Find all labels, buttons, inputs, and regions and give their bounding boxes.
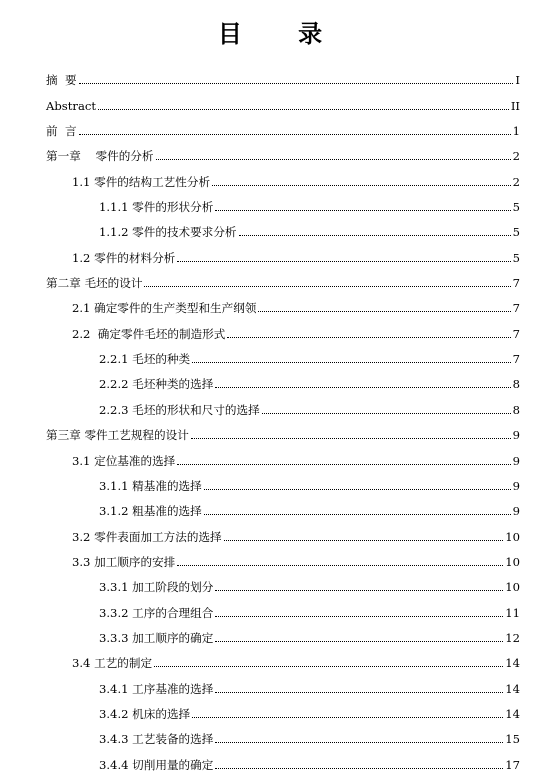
toc-entry[interactable] [46, 391, 520, 416]
toc-entry-page-number: 5 [512, 250, 520, 265]
toc-entry[interactable] [46, 544, 520, 569]
dot-leader [215, 768, 503, 769]
toc-entry-label: 3.3.1 加工阶段的划分 [99, 580, 214, 595]
toc-entry-label: 3.4.2 机床的选择 [99, 706, 191, 721]
toc-entry[interactable] [46, 721, 520, 746]
dot-leader [204, 514, 511, 515]
toc-entry-label: 摘 要 [46, 73, 77, 88]
toc-entry[interactable] [46, 315, 520, 340]
toc-entry-label: 3.1.1 精基准的选择 [99, 478, 202, 493]
toc-entry-label: 1.2 零件的材料分析 [72, 250, 176, 265]
toc-entry-page-number: 7 [512, 352, 520, 367]
toc-entry-label: 1.1.1 零件的形状分析 [99, 200, 214, 215]
toc-entry-page-number: 8 [512, 377, 520, 392]
toc-entry-page-number: 1 [512, 124, 520, 139]
toc-entry-page-number: 8 [512, 402, 520, 417]
toc-entry[interactable] [46, 163, 520, 188]
page-title: 目 录 [217, 20, 347, 48]
toc-entry[interactable] [46, 290, 520, 315]
toc-entry-page-number: II [510, 98, 520, 113]
toc-entry-page-number: 10 [505, 554, 520, 569]
toc-entry-label: 2.2.3 毛坯的形状和尺寸的选择 [99, 402, 260, 417]
dot-leader [215, 742, 503, 743]
toc-entry[interactable] [46, 594, 520, 619]
toc-entry-label: 2.2 确定零件毛坯的制造形式 [72, 326, 226, 341]
dot-leader [177, 464, 510, 465]
dot-leader [156, 159, 511, 160]
toc-entry-label: 3.1.2 粗基准的选择 [99, 504, 202, 519]
toc-entry-label: 3.3.2 工序的合理组合 [99, 605, 214, 620]
dot-leader [177, 565, 503, 566]
toc-entry-page-number: 2 [512, 149, 520, 164]
toc-entry[interactable] [46, 518, 520, 543]
toc-entry-label: 3.4.1 工序基准的选择 [99, 681, 214, 696]
toc-entry-page-number: 12 [505, 630, 520, 645]
toc-entry-page-number: 14 [505, 681, 520, 696]
dot-leader [215, 387, 510, 388]
dot-leader [212, 185, 511, 186]
toc-entry[interactable] [46, 341, 520, 366]
dot-leader [191, 438, 511, 439]
dot-leader [239, 235, 511, 236]
toc-entry-label: 前 言 [46, 124, 77, 139]
toc-entry-label: 3.4.4 切削用量的确定 [99, 757, 214, 772]
table-of-contents [46, 62, 520, 772]
toc-entry[interactable] [46, 87, 520, 112]
toc-entry[interactable] [46, 696, 520, 721]
toc-entry-label: 第一章 零件的分析 [46, 149, 154, 164]
dot-leader [79, 83, 514, 84]
toc-entry-page-number: 9 [512, 453, 520, 468]
toc-entry-page-number: 15 [505, 732, 520, 747]
dot-leader [98, 109, 509, 110]
toc-entry-page-number: 14 [505, 706, 520, 721]
dot-leader [215, 590, 503, 591]
toc-entry-label: 1.1.2 零件的技术要求分析 [99, 225, 237, 240]
toc-entry-label: 第二章 毛坯的设计 [46, 276, 143, 291]
toc-entry[interactable] [46, 265, 520, 290]
toc-entry-label: 3.4.3 工艺装备的选择 [99, 732, 214, 747]
toc-entry[interactable] [46, 189, 520, 214]
toc-entry-label: 3.3.3 加工顺序的确定 [99, 630, 214, 645]
dot-leader [79, 134, 511, 135]
toc-entry[interactable] [46, 493, 520, 518]
toc-entry-label: 1.1 零件的结构工艺性分析 [72, 174, 211, 189]
toc-entry-page-number: 5 [512, 225, 520, 240]
toc-entry-label: 第三章 零件工艺规程的设计 [46, 428, 189, 443]
toc-entry[interactable] [46, 113, 520, 138]
toc-entry-page-number: 14 [505, 656, 520, 671]
toc-entry[interactable] [46, 417, 520, 442]
toc-entry-label: 2.1 确定零件的生产类型和生产纲领 [72, 301, 257, 316]
toc-entry-label: 3.2 零件表面加工方法的选择 [72, 529, 222, 544]
toc-entry-label: 3.1 定位基准的选择 [72, 453, 176, 468]
dot-leader [215, 616, 503, 617]
toc-entry-page-number: 17 [505, 757, 520, 772]
toc-entry-page-number: 7 [512, 326, 520, 341]
toc-entry-page-number: 10 [505, 580, 520, 595]
dot-leader [215, 641, 503, 642]
toc-entry-page-number: I [515, 73, 520, 88]
dot-leader [192, 717, 503, 718]
toc-entry[interactable] [46, 620, 520, 645]
toc-entry-label: 3.4 工艺的制定 [72, 656, 153, 671]
dot-leader [262, 413, 511, 414]
toc-entry-page-number: 7 [512, 276, 520, 291]
toc-entry-page-number: 10 [505, 529, 520, 544]
toc-entry-label: 3.3 加工顺序的安排 [72, 554, 176, 569]
dot-leader [227, 337, 510, 338]
toc-entry[interactable] [46, 62, 520, 87]
toc-entry-label: 2.2.1 毛坯的种类 [99, 352, 191, 367]
toc-entry-page-number: 9 [512, 428, 520, 443]
toc-entry[interactable] [46, 569, 520, 594]
dot-leader [215, 692, 503, 693]
toc-entry-label: 2.2.2 毛坯种类的选择 [99, 377, 214, 392]
toc-entry[interactable] [46, 239, 520, 264]
toc-entry[interactable] [46, 468, 520, 493]
dot-leader [224, 540, 504, 541]
toc-entry[interactable] [46, 138, 520, 163]
dot-leader [204, 489, 511, 490]
toc-entry-page-number: 11 [505, 605, 520, 620]
toc-entry-page-number: 7 [512, 301, 520, 316]
toc-entry-page-number: 2 [512, 174, 520, 189]
toc-entry[interactable] [46, 746, 520, 771]
toc-entry[interactable] [46, 214, 520, 239]
toc-entry[interactable] [46, 645, 520, 670]
toc-entry[interactable] [46, 442, 520, 467]
toc-entry-page-number: 9 [512, 478, 520, 493]
dot-leader [144, 286, 510, 287]
toc-entry[interactable] [46, 670, 520, 695]
toc-entry[interactable] [46, 366, 520, 391]
toc-entry-label: Abstract [46, 98, 97, 113]
dot-leader [177, 261, 510, 262]
dot-leader [154, 666, 503, 667]
dot-leader [215, 210, 510, 211]
toc-entry-page-number: 9 [512, 504, 520, 519]
toc-entry-page-number: 5 [512, 200, 520, 215]
dot-leader [192, 362, 510, 363]
dot-leader [258, 311, 510, 312]
